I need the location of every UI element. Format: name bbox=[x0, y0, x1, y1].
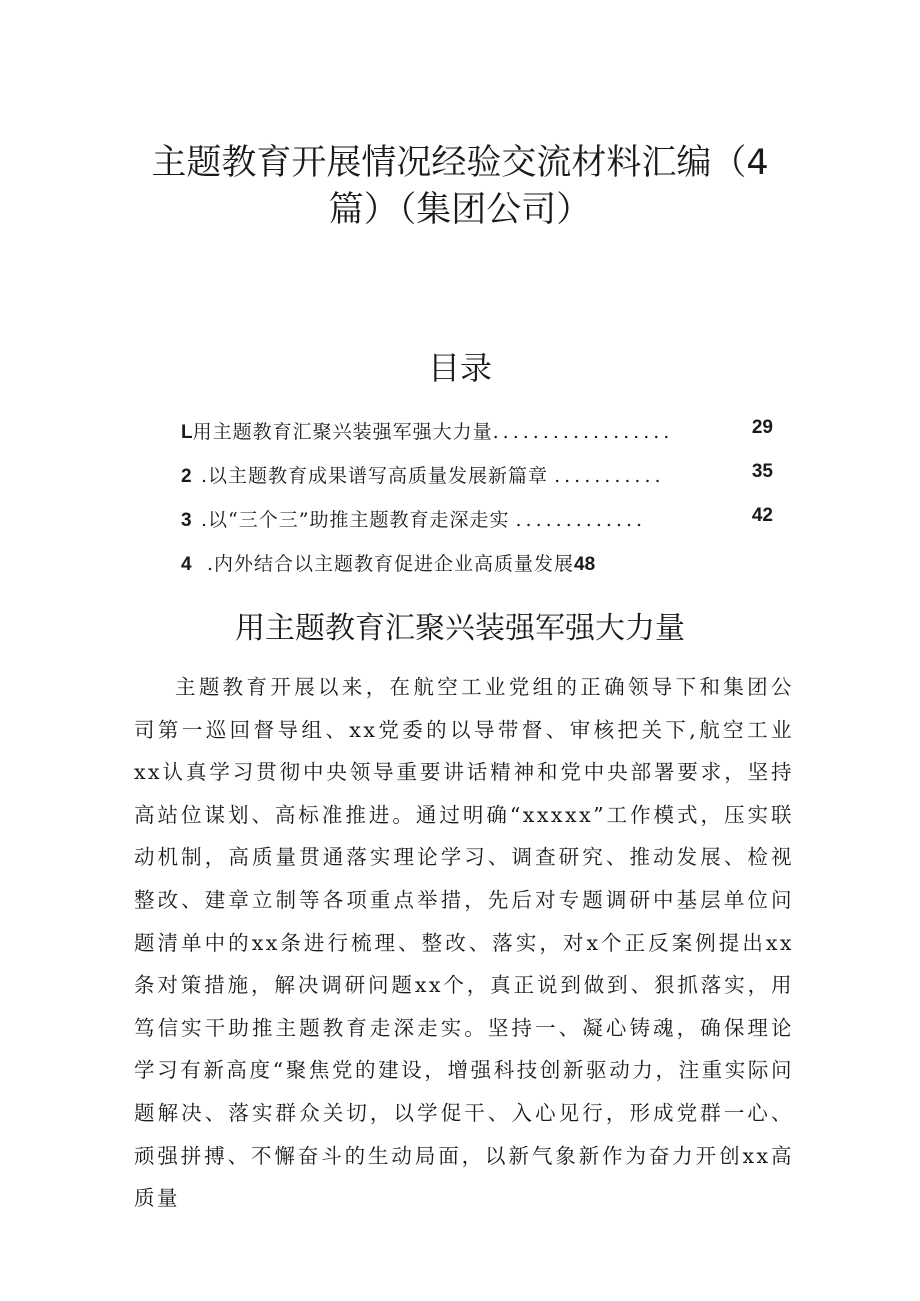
section-title: 用主题教育汇聚兴装强军强大力量 bbox=[235, 611, 685, 646]
toc-entry-page: 42 bbox=[751, 505, 773, 526]
toc-entry-number: 4 bbox=[181, 554, 192, 575]
toc-entry-page: 35 bbox=[751, 461, 773, 482]
body-paragraph: 主题教育开展以来，在航空工业党组的正确领导下和集团公司第一巡回督导组、xx党委的以导带督、审核把关下,航空工业xx认真学习贯彻中央领导重要讲话精神和党中央部署要求，坚持高站位谋划、高标准推进。通过明确“xxxxx”工作模式，压实联动机制，高质量贯通落实理论学习、调查研究、推动发展、检视整改、建章立制等各项重点举措，先后对专题调研中基层单位问题清单中的xx条进行梳理、整改、落实，对x个正反案例提出xx条对策措施，解决调研问题xx个，真正说到做到、狠抓落实，用笃信实干助推主题教育走深走实。坚持一、凝心铸魂，确保理论学习有新高度“聚焦党的建设，增强科技创新驱动力，注重实际问题解决、落实群众关切，以学促干、入心见行，形成党群一心、顽强拼搏、不懈奋斗的生动局面，以新气象新作为奋力开创xx高质量 bbox=[134, 675, 794, 1211]
toc-entry-number: 2 bbox=[181, 466, 192, 487]
toc-leader-dots: ........... bbox=[554, 465, 665, 487]
toc-entry-page: 29 bbox=[751, 417, 773, 438]
toc-entry-1[interactable] bbox=[181, 417, 773, 447]
toc-leader-dots: .................. bbox=[492, 421, 674, 443]
toc-entry-number: 3 bbox=[181, 510, 192, 531]
toc-entry-title: .以主题教育成果谱写高质量发展新篇章 bbox=[201, 465, 549, 487]
toc-entry-4[interactable] bbox=[181, 549, 773, 579]
toc-entry-title: .以“三个三”助推主题教育走深走实 bbox=[201, 509, 510, 531]
toc-heading: 目录 bbox=[427, 349, 492, 387]
toc-entry-number: L bbox=[181, 422, 193, 443]
document-title-line-2: 篇）（集团公司） bbox=[328, 190, 592, 230]
toc-entry-2[interactable] bbox=[181, 461, 773, 491]
document-title-line-1: 主题教育开展情况经验交流材料汇编（4 bbox=[151, 143, 769, 183]
toc-entry-page: 48 bbox=[574, 554, 596, 575]
toc-entry-title: 用主题教育汇聚兴装强军强大力量 bbox=[192, 421, 493, 443]
toc-entry-title: .内外结合以主题教育促进企业高质量发展 bbox=[207, 553, 575, 575]
toc-entry-3[interactable] bbox=[181, 505, 773, 535]
toc-leader-dots: ............. bbox=[515, 509, 647, 531]
